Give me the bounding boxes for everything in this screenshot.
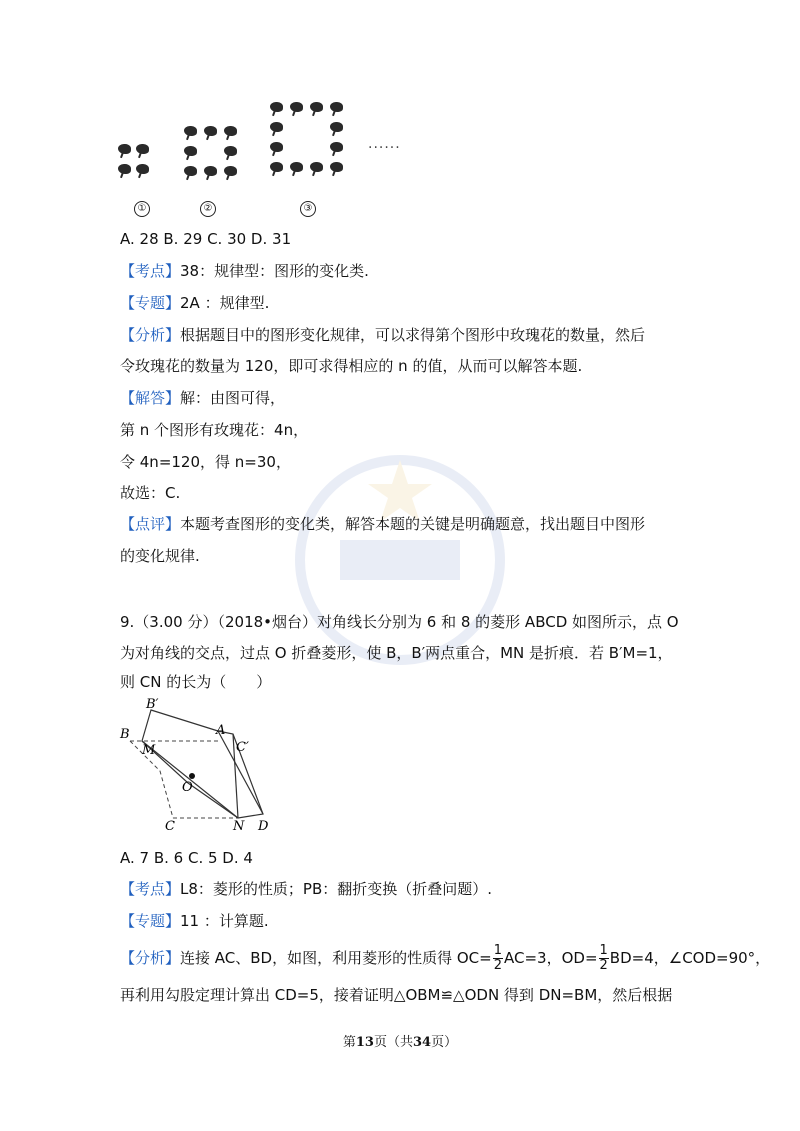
tag-zhuanti-q9: 【专题】 (120, 912, 181, 930)
rose-icon (136, 144, 150, 156)
tag-jieda: 【解答】 (120, 389, 181, 407)
rose-icon (118, 164, 132, 176)
tag-fenxi: 【分析】 (120, 326, 181, 344)
q8-jieda (120, 388, 285, 408)
fenxi-b: AC=3，OD= (504, 949, 598, 967)
fenxi-c: BD=4，∠COD=90°， (609, 949, 771, 967)
rose-icon (224, 126, 238, 138)
rose-icon (330, 142, 344, 154)
q9-kaodian (120, 879, 492, 899)
rose-icon (330, 122, 344, 134)
q8-fenxi-1 (120, 325, 645, 345)
q9-stem-1: 9.（3.00 分）（2018•烟台）对角线长分别为 6 和 8 的菱形 ABCD 如图所示，点 O (120, 613, 679, 631)
rose-icon (204, 166, 218, 178)
rose-icon (310, 102, 324, 114)
figure-label-3: ③ (300, 201, 316, 217)
fenxi-a: 连接 AC、BD，如图，利用菱形的性质得 OC= (180, 949, 492, 967)
tag-fenxi-q9: 【分析】 (120, 949, 181, 967)
rose-icon (270, 142, 284, 154)
label-d: D (258, 819, 269, 834)
rhombus-fold-figure (118, 696, 278, 836)
rose-icon (330, 102, 344, 114)
label-cprime: C′ (236, 740, 249, 755)
jieda-text: 解：由图可得， (180, 389, 286, 407)
q9-fenxi-2: 再利用勾股定理计算出 CD=5，接着证明△OBM≌△ODN 得到 DN=BM，然后根据 (120, 986, 673, 1004)
q9-stem-2: 为对角线的交点，过点 O 折叠菱形，使 B，B′两点重合，MN 是折痕．若 B′M=1， (120, 644, 673, 662)
rose-icon (270, 102, 284, 114)
figure-label-1: ① (134, 201, 150, 217)
tag-dianping: 【点评】 (120, 515, 181, 533)
fraction-half-2: $\frac{1}{2}$ (599, 943, 608, 973)
q8-options: A. 28 B. 29 C. 30 D. 31 (120, 230, 292, 248)
page-total: 34 (413, 1035, 432, 1050)
label-c: C (165, 819, 175, 834)
tag-kaodian-q9: 【考点】 (120, 880, 181, 898)
q8-dianping (120, 514, 645, 534)
q8-zhuanti (120, 293, 269, 313)
label-b: B (120, 727, 130, 742)
rose-icon (330, 162, 344, 174)
fraction-half-1: $\frac{1}{2}$ (493, 943, 502, 973)
kaodian-text-q9: L8：菱形的性质；PB：翻折变换（折叠问题）. (180, 880, 493, 898)
q9-options: A. 7 B. 6 C. 5 D. 4 (120, 849, 253, 867)
dianping-text: 本题考查图形的变化类，解答本题的关键是明确题意，找出题目中图形 (180, 515, 646, 533)
rose-icon (184, 126, 198, 138)
rose-icon (270, 122, 284, 134)
page-number: 13 (355, 1035, 374, 1050)
ellipsis: ...... (368, 136, 401, 152)
figure-label-2: ② (200, 201, 216, 217)
tag-zhuanti: 【专题】 (120, 294, 181, 312)
rose-icon (136, 164, 150, 176)
rose-icon (224, 166, 238, 178)
tag-kaodian: 【考点】 (120, 262, 181, 280)
rose-icon (204, 126, 218, 138)
q8-jieda-2: 第 n 个图形有玫瑰花：4n， (120, 421, 309, 439)
rose-icon (184, 146, 198, 158)
rose-icon (118, 144, 132, 156)
q8-dianping-2: 的变化规律. (120, 547, 200, 565)
q8-jieda-3: 令 4n=120，得 n=30， (120, 453, 291, 471)
q9-stem-3: 则 CN 的长为（ ） (120, 673, 272, 691)
zhuanti-text-q9: 11 ：计算题. (180, 912, 269, 930)
rose-icon (224, 146, 238, 158)
kaodian-text: 38：规律型：图形的变化类. (180, 262, 369, 280)
label-a: A (216, 723, 226, 738)
q8-fenxi-2: 令玫瑰花的数量为 120，即可求得相应的 n 的值，从而可以解答本题. (120, 357, 583, 375)
rose-icon (184, 166, 198, 178)
rose-icon (290, 162, 304, 174)
fenxi-text: 根据题目中的图形变化规律，可以求得第个图形中玫瑰花的数量，然后 (180, 326, 646, 344)
label-n: N (233, 819, 245, 834)
q9-zhuanti (120, 911, 269, 931)
rose-icon (310, 162, 324, 174)
point-o (189, 773, 195, 779)
label-bprime: B′ (146, 697, 159, 712)
flower-pattern-figure (118, 96, 401, 220)
rose-icon (270, 162, 284, 174)
q8-jieda-4: 故选：C. (120, 484, 181, 502)
zhuanti-text: 2A ：规律型. (180, 294, 270, 312)
folded-polygon (142, 710, 263, 818)
label-o: O (182, 780, 193, 795)
label-m: M (142, 743, 156, 758)
page-footer: 第13页（共34页） (342, 1035, 458, 1050)
q8-kaodian (120, 261, 369, 281)
rose-icon (290, 102, 304, 114)
q9-fenxi-1 (120, 944, 770, 973)
